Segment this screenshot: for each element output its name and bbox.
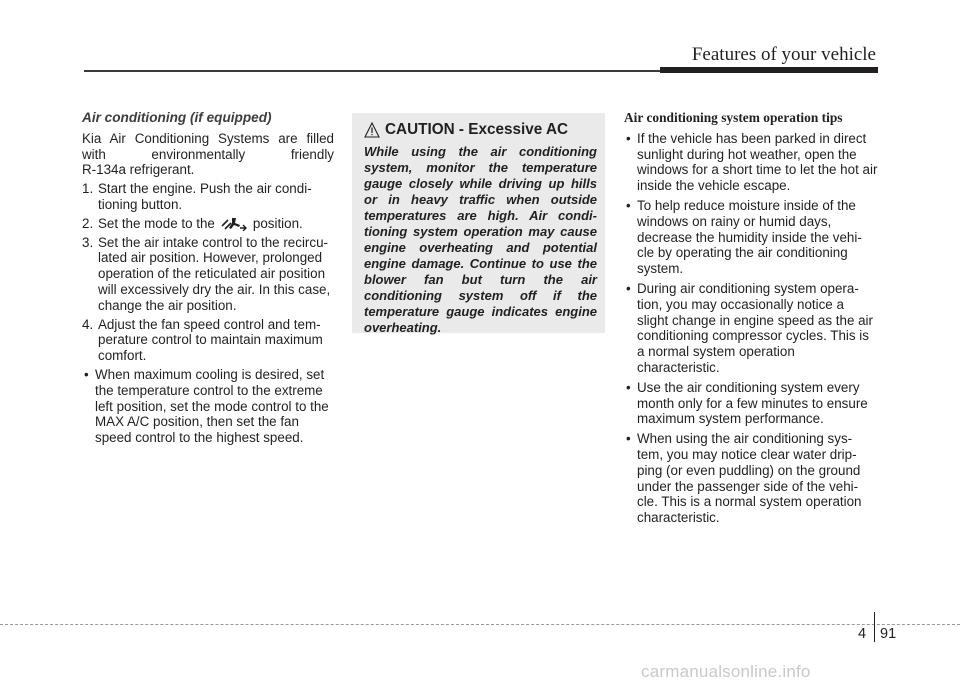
warning-triangle-icon <box>364 122 380 138</box>
watermark: carmanualsonline.info <box>641 662 811 681</box>
header-rule <box>84 70 700 72</box>
step-4 <box>82 317 334 364</box>
right-column <box>624 110 878 530</box>
list-item <box>624 431 878 526</box>
section-number: 4 <box>858 626 867 642</box>
step-number: 1. <box>82 181 94 197</box>
page-number: 91 <box>880 626 897 642</box>
page-header-title: Features of your vehicle <box>691 44 876 65</box>
bullet-text: When using the air conditioning sys-tem, you may notice clear water drip-ping (or even puddling) on the ground under the passenger side of the vehi-cle. This is a normal system operation characteristic. <box>637 431 862 526</box>
intro-paragraph <box>82 131 334 178</box>
step-3 <box>82 235 334 314</box>
tips-subheading: Air conditioning system operation tips <box>624 110 843 125</box>
bullet-dot: • <box>626 130 631 146</box>
step-text: Start the engine. Push the air condi-tioning button. <box>98 181 312 212</box>
intro-line: with environmentally friendly <box>82 146 334 162</box>
bullet-text: Use the air conditioning system every month only for a few minutes to ensure maximum system performance. <box>637 379 868 427</box>
bullet-dot: • <box>626 197 631 213</box>
step-text: position. <box>252 215 303 231</box>
bullet-dot: • <box>626 379 631 395</box>
header-rule-accent <box>660 67 878 73</box>
left-column <box>82 110 334 450</box>
step-1 <box>82 181 334 213</box>
section-subheading: Air conditioning (if equipped) <box>82 110 272 125</box>
list-item <box>624 131 878 194</box>
list-item <box>624 380 878 427</box>
list-item <box>624 198 878 277</box>
page-number-separator <box>874 612 875 642</box>
caution-title <box>364 121 597 139</box>
bullet-text: To help reduce moisture inside of the windows on rainy or humid days, decrease the humidity inside the vehi-cle by operating the air conditioning system. <box>637 197 862 277</box>
footer-rule <box>0 624 960 625</box>
bullet-dot: • <box>84 366 89 382</box>
step-text: Adjust the fan speed control and tem-perature control to maintain maximum comfort. <box>98 316 323 364</box>
list-item <box>624 281 878 376</box>
caution-text: While using the air conditioning system, monitor the temperature gauge closely while driving up hills or in heavy traffic when outside temperatures are high. Air condi-tioning system operation may cause engine overheating and potential engine damage. Continue to use the blower fan but turn the air conditioning system off if the temperature gauge indicates engine overheating. <box>364 144 597 335</box>
caution-box <box>352 113 605 333</box>
bullet-text: During air conditioning system opera-tion, you may occasionally notice a slight change in engine speed as the air conditioning compressor cycles. This is a normal system operation characteristic. <box>637 280 873 375</box>
step-2 <box>82 216 334 232</box>
step-text: Set the mode to the <box>98 215 215 231</box>
step-number: 2. <box>82 215 94 231</box>
caution-heading: CAUTION - Excessive AC <box>385 121 569 138</box>
intro-line: Kia Air Conditioning Systems are filled <box>82 130 334 146</box>
bullet-dot: • <box>626 431 631 447</box>
intro-line: R-134a refrigerant. <box>82 162 195 178</box>
step-number: 4. <box>82 316 94 332</box>
bullet-text: When maximum cooling is desired, set the temperature control to the extreme left position, set the mode control to the MAX A/C position, then set the fan speed control to the highest speed. <box>95 366 329 446</box>
step-number: 3. <box>82 234 94 250</box>
step-text: Set the air intake control to the recircu-lated air position. However, prolonged operation of the reticulated air position will excessively dry the air. In this case, change the air position. <box>98 234 331 313</box>
bullet-text: If the vehicle has been parked in direct sunlight during hot weather, open the windows for a short time to let the hot air inside the vehicle escape. <box>637 130 878 194</box>
bullet-dot: • <box>626 280 631 296</box>
floor-mode-icon <box>219 217 249 231</box>
max-cooling-bullet <box>82 367 334 446</box>
